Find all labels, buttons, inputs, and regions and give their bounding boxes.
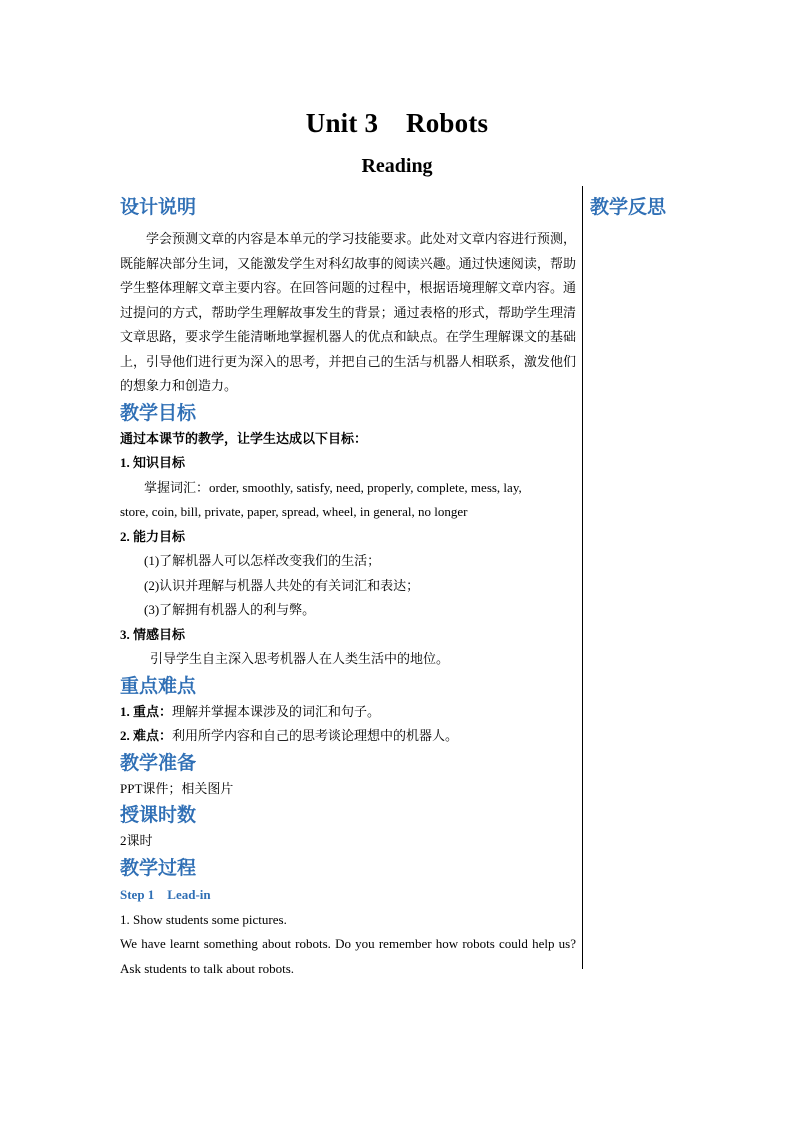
design-heading: 设计说明 (120, 196, 197, 218)
ability-item: (1)了解机器人可以怎样改变我们的生活； (144, 553, 381, 568)
reflection-column (590, 193, 666, 221)
hours-text: 2课时 (120, 833, 153, 848)
reflection-heading: 教学反思 (590, 196, 667, 218)
knowledge-vocab-line-1: 掌握词汇：order, smoothly, satisfy, need, properly, complete, mess, lay, (144, 479, 522, 495)
process-line-1: 1. Show students some pictures. (120, 911, 287, 927)
design-text: 学会预测文章的内容是本单元的学习技能要求。此处对文章内容进行预测，既能解决部分生词，又能激发学生对科幻故事的阅读兴趣。通过快速阅读，帮助学生整体理解文章主要内容。在回答问题的过程中，根据语境理解文章内容。通过提问的方式，帮助学生理解故事发生的背景；通过表格的形式，帮助学生理清文章思路，要求学生能清晰地掌握机器人的优点和缺点。在学生理解课文的基础上，引导他们进行更为深入的思考，并把自己的生活与机器人相联系，激发他们的想象力和创造力。 (120, 231, 576, 393)
key-point-text: 理解并掌握本课涉及的词汇和句子。 (172, 703, 381, 719)
ability-item: (3)了解拥有机器人的利与弊。 (144, 602, 316, 617)
page-subtitle: Reading (361, 155, 433, 177)
emotion-text: 引导学生自主深入思考机器人在人类生活中的地位。 (150, 651, 450, 666)
knowledge-title: 1. 知识目标 (120, 455, 186, 470)
difficult-point (120, 724, 576, 749)
goals-intro: 通过本课节的教学，让学生达成以下目标： (120, 430, 368, 446)
key-point (120, 700, 576, 725)
prep-text: PPT课件；相关图片 (120, 780, 234, 796)
key-point-label: 1. 重点： (120, 703, 173, 719)
hours-heading: 授课时数 (120, 804, 197, 826)
difficult-point-label: 2. 难点： (120, 728, 173, 743)
prep-heading: 教学准备 (120, 751, 197, 774)
page-title: Unit 3 Robots (305, 108, 489, 138)
ability-item: (2)认识并理解与机器人共处的有关词汇和表达； (144, 577, 420, 593)
goals-heading: 教学目标 (120, 401, 197, 424)
difficult-point-text: 利用所学内容和自己的思考谈论理想中的机器人。 (172, 728, 459, 743)
keypoints-heading: 重点难点 (120, 674, 197, 697)
process-heading: 教学过程 (120, 856, 197, 879)
step-1-heading: Step 1 Lead-in (120, 886, 211, 902)
main-column (120, 193, 576, 981)
knowledge-vocab-line-2: store, coin, bill, private, paper, spread, wheel, in general, no longer (120, 504, 468, 519)
column-divider (582, 186, 583, 969)
ability-title: 2. 能力目标 (120, 528, 186, 544)
emotion-title: 3. 情感目标 (120, 626, 186, 642)
process-line-2: We have learnt something about robots. Do you remember how robots could help us? Ask students to talk about robots. (120, 936, 576, 976)
